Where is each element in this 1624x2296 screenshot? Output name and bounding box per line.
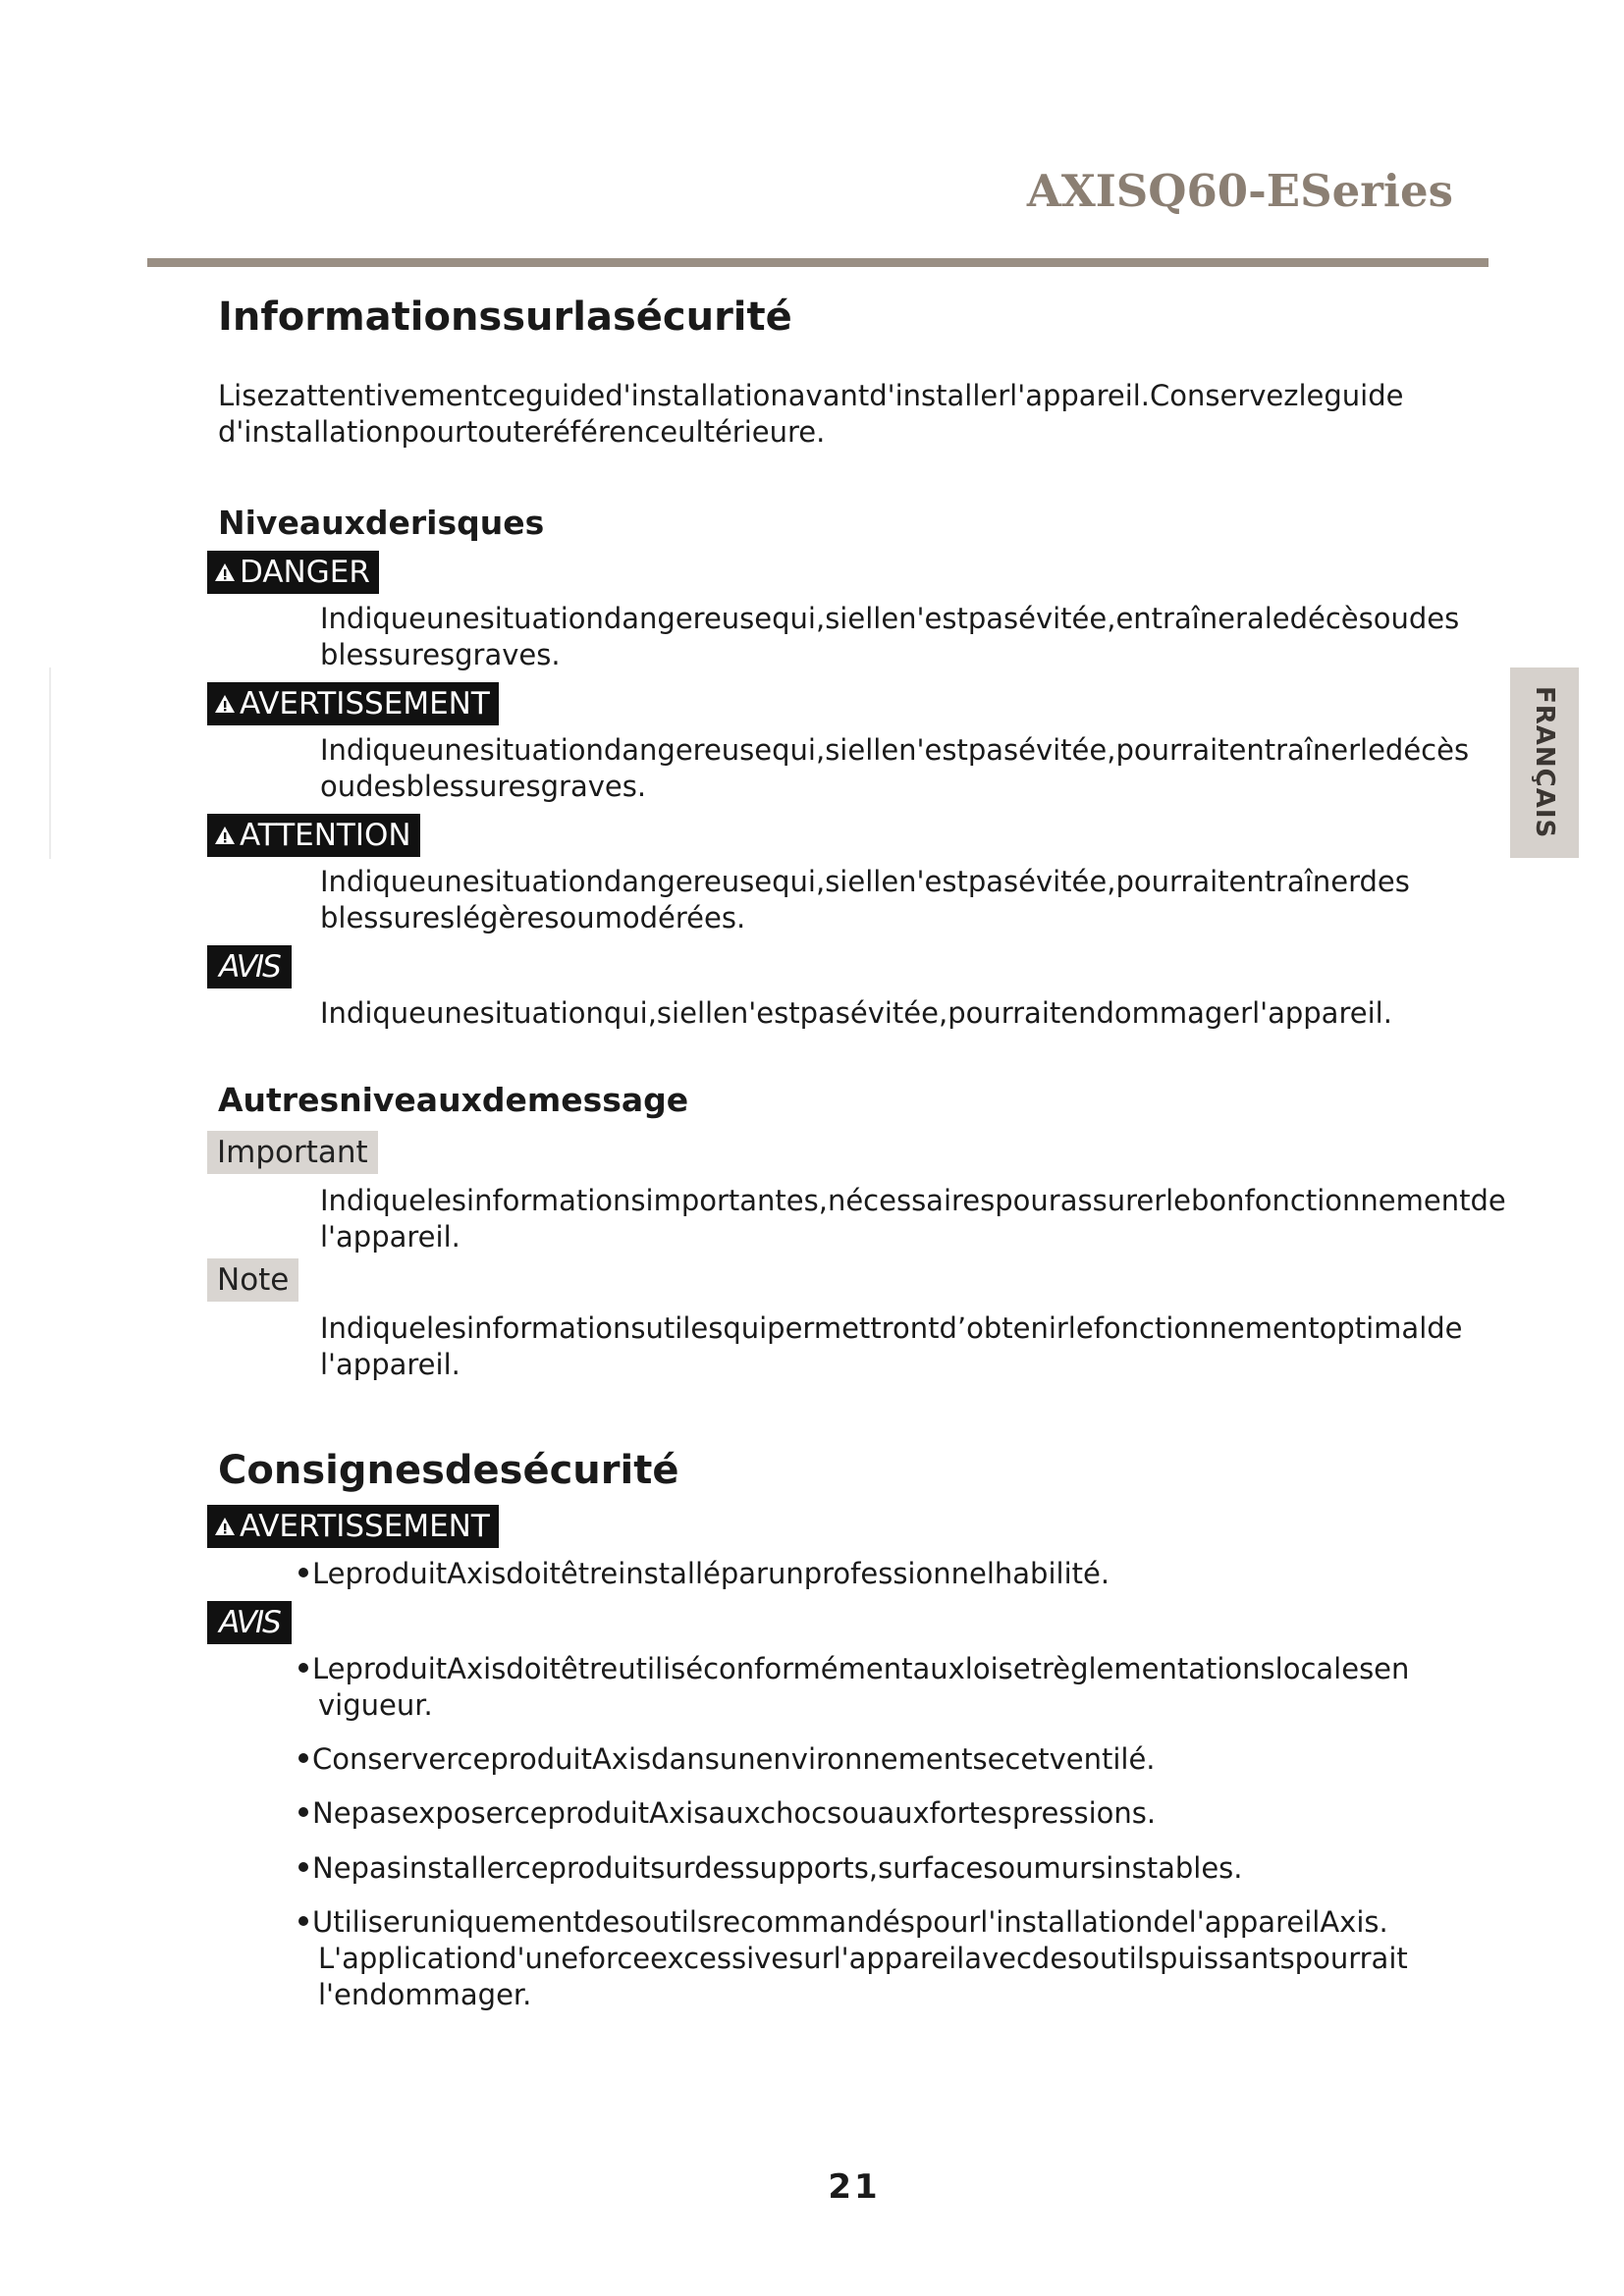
- margin-line: [49, 667, 51, 859]
- bullet-icon: [298, 1663, 308, 1673]
- warning-triangle-icon: [214, 818, 236, 853]
- description-line: Indiquelesinformationsutilesquipermettrontd’obtenirlefonctionnementoptimalde: [320, 1311, 1463, 1345]
- description-line: Indiqueunesituationqui,siellen'estpasévitée,pourraitendommagerl'appareil.: [320, 996, 1392, 1030]
- danger-description: [320, 601, 1459, 673]
- description-line: Indiquelesinformationsimportantes,nécessairespourassurerlebonfonctionnementde: [320, 1184, 1506, 1217]
- description-line: oudesblessuresgraves.: [320, 770, 647, 803]
- description-line: Indiqueunesituationdangereusequi,siellen'estpasévitée,pourraitentraînerledécès: [320, 733, 1470, 767]
- notice-bullet-item: [298, 1651, 1409, 1724]
- description-line: Indiqueunesituationdangereusequi,siellen'estpasévitée,pourraitentraînerdes: [320, 865, 1410, 898]
- note-badge: Note: [207, 1258, 298, 1302]
- instructions-warning-badge: [207, 1505, 499, 1548]
- bullet-text-continuation: l'endommager.: [318, 1978, 532, 2011]
- warning-triangle-icon: [214, 1509, 236, 1544]
- caution-description: [320, 864, 1410, 936]
- bullet-text-continuation: L'applicationd'uneforceexcessivesurl'appareilavecdesoutilspuissantspourrait: [318, 1942, 1408, 1975]
- bullet-icon: [298, 1753, 308, 1763]
- risk-levels-title: Niveauxderisques: [218, 504, 545, 542]
- description-line: l'appareil.: [320, 1348, 460, 1381]
- bullet-text-continuation: vigueur.: [318, 1688, 433, 1722]
- document-header-title: AXISQ60-ESeries: [1026, 165, 1453, 217]
- bullet-icon: [298, 1807, 308, 1817]
- warning-badge-label: AVERTISSEMENT: [240, 686, 490, 721]
- bullet-icon: [298, 1862, 308, 1872]
- warning-triangle-icon: [214, 686, 236, 721]
- notice-badge: AVIS: [207, 945, 292, 988]
- notice-bullet-item: [298, 1741, 1156, 1778]
- safety-info-intro: [218, 378, 1404, 451]
- warning-badge: [207, 682, 499, 725]
- note-description: [320, 1310, 1463, 1383]
- important-badge: Important: [207, 1131, 378, 1174]
- instructions-warning-badge-label: AVERTISSEMENT: [240, 1509, 490, 1544]
- warning-bullet-item: [298, 1556, 1110, 1592]
- header-divider: [147, 258, 1489, 267]
- notice-bullet-item: [298, 1904, 1408, 2013]
- bullet-icon: [298, 1568, 308, 1577]
- bullet-text: Nepasinstallerceproduitsurdessupports,surfacesoumursinstables.: [312, 1851, 1243, 1885]
- danger-badge-label: DANGER: [240, 555, 370, 590]
- bullet-text: NepasexposerceproduitAxisauxchocsouauxfortespressions.: [312, 1796, 1157, 1830]
- description-line: blessureslégèresoumodérées.: [320, 901, 746, 934]
- safety-instructions-title: Consignesdesécurité: [218, 1448, 679, 1493]
- caution-badge: [207, 814, 420, 857]
- instructions-notice-badge: AVIS: [207, 1601, 292, 1644]
- bullet-text: LeproduitAxisdoitêtreinstalléparunprofessionnelhabilité.: [312, 1557, 1110, 1590]
- safety-info-title: Informationssurlasécurité: [218, 294, 792, 340]
- bullet-icon: [298, 1916, 308, 1926]
- bullet-text: ConserverceproduitAxisdansunenvironnementsecetventilé.: [312, 1742, 1156, 1776]
- bullet-text: Utiliseruniquementdesoutilsrecommandéspourl'installationdel'appareilAxis.: [312, 1905, 1388, 1939]
- caution-badge-label: ATTENTION: [240, 818, 411, 853]
- important-description: [320, 1183, 1506, 1255]
- language-tab-label: FRANÇAIS: [1530, 686, 1559, 839]
- intro-line: Lisezattentivementceguided'installationavantd'installerl'appareil.Conservezleguide: [218, 379, 1404, 412]
- page-number: 21: [828, 2167, 881, 2207]
- intro-line: d'installationpourtouteréférenceultérieure.: [218, 415, 826, 449]
- language-tab: [1510, 667, 1579, 858]
- bullet-text: LeproduitAxisdoitêtreutiliséconformémentauxloisetrèglementationslocalesen: [312, 1652, 1410, 1685]
- description-line: blessuresgraves.: [320, 638, 561, 671]
- description-line: l'appareil.: [320, 1220, 460, 1254]
- notice-bullet-item: [298, 1850, 1243, 1887]
- other-levels-title: Autresniveauxdemessage: [218, 1081, 689, 1119]
- notice-description: [320, 995, 1392, 1032]
- warning-description: [320, 732, 1469, 805]
- warning-triangle-icon: [214, 555, 236, 590]
- description-line: Indiqueunesituationdangereusequi,siellen'estpasévitée,entraîneraledécèsoudes: [320, 602, 1460, 635]
- danger-badge: [207, 551, 379, 594]
- notice-bullet-item: [298, 1795, 1156, 1832]
